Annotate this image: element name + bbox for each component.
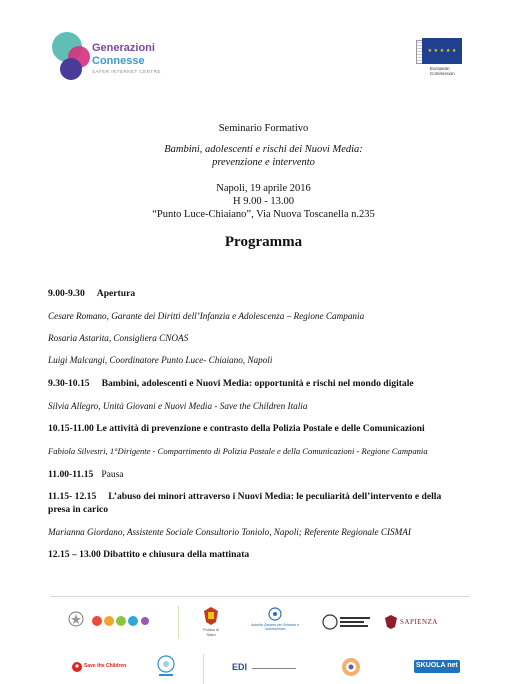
item-time: 9.30-10.15 [48, 378, 90, 389]
event-venue: “Punto Luce-Chiaiano”, Via Nuova Toscanella n.235 [152, 209, 375, 220]
eu-flag-icon: ★ ★ ★ ★ ★ [422, 38, 462, 64]
speaker-line: Cesare Romano, Garante dei Diritti dell’Infanzia e Adolescenza – Regione Campania [48, 311, 365, 321]
item-time: 12.15 – 13.00 [48, 549, 101, 560]
european-commission-logo [416, 36, 462, 82]
eu-logo-text: European Commission [430, 66, 455, 76]
logo-circles-icon [50, 30, 90, 82]
speaker-line: Luigi Malcangi, Coordinatore Punto Luce- Chiaiano, Napoli [48, 355, 273, 365]
programme-item [48, 288, 488, 299]
miur-logo [90, 614, 150, 628]
speaker-line: Fabiola Silvestri, 1°Dirigente - Compartimento di Polizia Postale e della Comunicazioni - Regione Campania [48, 446, 428, 456]
skuola-net-logo: SKUOLA net [414, 660, 460, 678]
item-title: Dibattito e chiusura della mattinata [103, 549, 250, 560]
universita-logo [322, 612, 372, 634]
programme-item [48, 549, 488, 560]
edi-logo: EDI [232, 662, 302, 676]
item-title: Le attività di prevenzione e contrasto della Polizia Postale e delle Comunicazioni [96, 423, 425, 434]
sapienza-logo: SAPIENZA [384, 614, 440, 632]
generazioni-connesse-logo [50, 28, 170, 88]
programme-heading: Programma [224, 234, 303, 250]
event-time: H 9.00 - 13.00 [233, 196, 294, 207]
polizia-di-stato-logo: Polizia di Stato [198, 606, 224, 640]
seminar-type: Seminario Formativo [218, 123, 309, 134]
event-date: Napoli, 19 aprile 2016 [216, 183, 311, 194]
footer-divider [50, 596, 470, 597]
speaker-line: Marianna Giordano, Assistente Sociale Consultorio Toniolo, Napoli; Referente Regionale CISMAI [48, 527, 411, 537]
garante-infanzia-logo: Autorità Garante per l'Infanzia e l'Adolescenza [250, 606, 300, 640]
item-time: 11.15- 12.15 [48, 491, 97, 502]
italian-republic-emblem-icon [68, 610, 84, 628]
item-title: L’abuso dei minori attraverso i Nuovi Media: le peculiarità dell’intervento e della [108, 491, 442, 502]
item-time: 9.00-9.30 [48, 288, 85, 299]
cooperativa-logo [340, 656, 362, 680]
logo-text-line3: SAFER INTERNET CENTRE [92, 69, 161, 74]
item-title: Apertura [96, 288, 136, 299]
save-the-children-logo: Save the Children [72, 660, 132, 674]
seminar-title: Bambini, adolescenti e rischi dei Nuovi Media: [164, 144, 363, 155]
speaker-line: Silvia Allegro, Unità Giovani e Nuovi Media - Save the Children Italia [48, 401, 308, 411]
item-title: Bambini, adolescenti e Nuovi Media: opportunità e rischi nel mondo digitale [101, 378, 414, 389]
programme-item [48, 491, 488, 502]
programme-item-continued: presa in carico [48, 504, 109, 515]
programme-item [48, 469, 488, 480]
telefono-azzurro-logo [154, 654, 178, 680]
item-time: 11.00-11.15 [48, 469, 94, 480]
programme-item [48, 423, 488, 434]
logo-text-line1: Generazioni [92, 42, 155, 54]
programme-item [48, 378, 488, 389]
logo-text-line2: Connesse [92, 55, 145, 67]
speaker-line: Rosaria Astarita, Consigliera CNOAS [48, 333, 189, 343]
item-title: Pausa [101, 469, 124, 480]
item-time: 10.15-11.00 [48, 423, 94, 434]
seminar-subtitle: prevenzione e intervento [212, 157, 315, 168]
